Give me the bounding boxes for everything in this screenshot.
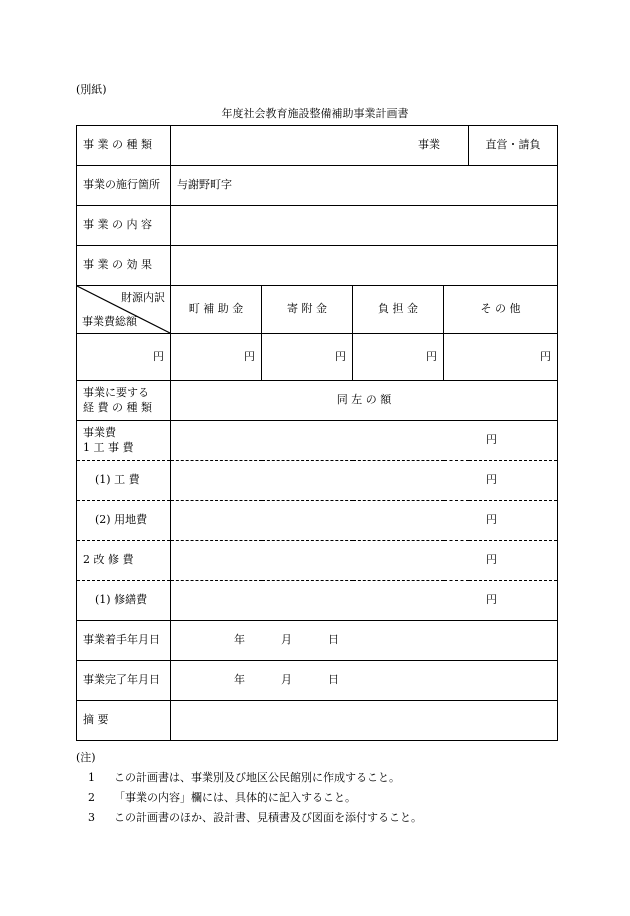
project-cost-label: 事業費 — [83, 426, 116, 440]
project-type-field[interactable] — [171, 126, 469, 166]
note-item — [76, 772, 422, 783]
row-expense-land — [77, 501, 558, 541]
project-type-label: 事 業 の 種 類 — [77, 126, 171, 166]
renovation-cost-label: 2 改 修 費 — [77, 541, 171, 581]
yen-unit: 円 — [244, 349, 255, 363]
row-expense-header — [77, 381, 558, 421]
land-cost-label: (2) 用地費 — [77, 501, 171, 541]
row-funding-amounts — [77, 334, 558, 381]
repair-cost-field[interactable] — [171, 581, 558, 621]
yen-unit: 円 — [486, 433, 497, 447]
note-number: 3 — [88, 811, 95, 824]
row-project-type — [77, 126, 558, 166]
project-method-label: 直営・請負 — [485, 138, 541, 152]
work-cost-field[interactable] — [171, 461, 558, 501]
expense-type-label-line2: 経 費 の 種 類 — [83, 400, 152, 414]
attachment-label: (別紙) — [76, 83, 107, 96]
note-number: 1 — [88, 771, 95, 784]
month-unit: 月 — [281, 633, 292, 647]
donation-field[interactable] — [262, 334, 353, 381]
note-item — [76, 792, 422, 803]
yen-unit: 円 — [486, 553, 497, 567]
row-remarks — [77, 701, 558, 741]
row-start-date — [77, 621, 558, 661]
document-title: 年度社会教育施設整備補助事業計画書 — [221, 107, 409, 120]
effect-label: 事 業 の 効 果 — [77, 246, 171, 286]
construction-cost-field[interactable] — [171, 421, 558, 461]
row-expense-construction — [77, 421, 558, 461]
end-date-field[interactable] — [171, 661, 558, 701]
day-unit: 日 — [328, 673, 339, 687]
note-text: この計画書は、事業別及び地区公民館別に作成すること。 — [114, 771, 400, 784]
row-expense-renovation — [77, 541, 558, 581]
funding-col-donation: 寄 附 金 — [262, 286, 353, 334]
funding-col-other: そ の 他 — [444, 286, 558, 334]
year-unit: 年 — [234, 633, 245, 647]
notes-section — [76, 752, 422, 832]
note-text: 「事業の内容」欄には、具体的に記入すること。 — [114, 791, 356, 804]
expense-construction-label — [77, 421, 171, 461]
total-cost-field[interactable] — [77, 334, 171, 381]
location-field[interactable] — [171, 166, 558, 206]
notes-header: (注) — [76, 751, 96, 764]
remarks-label-cell — [77, 701, 171, 741]
work-cost-label: (1) 工 費 — [77, 461, 171, 501]
yen-unit: 円 — [486, 513, 497, 527]
total-cost-label: 事業費総額 — [82, 314, 137, 328]
project-method-field[interactable] — [469, 126, 558, 166]
other-field[interactable] — [444, 334, 558, 381]
town-subsidy-field[interactable] — [171, 334, 262, 381]
expense-type-label — [77, 381, 171, 421]
year-unit: 年 — [234, 673, 245, 687]
yen-unit: 円 — [540, 349, 551, 363]
note-item — [76, 812, 422, 823]
burden-field[interactable] — [353, 334, 444, 381]
location-label: 事業の施行箇所 — [77, 166, 171, 206]
month-unit: 月 — [281, 673, 292, 687]
day-unit: 日 — [328, 633, 339, 647]
yen-unit: 円 — [335, 349, 346, 363]
yen-unit: 円 — [153, 349, 164, 363]
funding-diagonal-cell — [77, 286, 171, 334]
land-cost-field[interactable] — [171, 501, 558, 541]
plan-form-table — [76, 125, 558, 741]
remarks-field[interactable] — [171, 701, 558, 741]
content-label: 事 業 の 内 容 — [77, 206, 171, 246]
remarks-label: 摘 要 — [83, 713, 109, 727]
row-end-date — [77, 661, 558, 701]
end-date-label: 事業完了年月日 — [77, 661, 171, 701]
repair-cost-label: (1) 修繕費 — [77, 581, 171, 621]
construction-cost-label: 1 工 事 費 — [83, 440, 134, 454]
row-effect — [77, 246, 558, 286]
row-expense-repair — [77, 581, 558, 621]
note-text: この計画書のほか、設計書、見積書及び図面を添付すること。 — [114, 811, 422, 824]
yen-unit: 円 — [426, 349, 437, 363]
funding-col-town-subsidy: 町 補 助 金 — [171, 286, 262, 334]
funding-col-burden: 負 担 金 — [353, 286, 444, 334]
funding-breakdown-label: 財源内訳 — [121, 291, 165, 304]
row-location — [77, 166, 558, 206]
note-number: 2 — [88, 791, 95, 804]
effect-field[interactable] — [171, 246, 558, 286]
start-date-label: 事業着手年月日 — [77, 621, 171, 661]
yen-unit: 円 — [486, 593, 497, 607]
row-expense-work — [77, 461, 558, 501]
expense-type-label-line1: 事業に要する — [83, 386, 149, 400]
yen-unit: 円 — [486, 473, 497, 487]
location-value: 与謝野町字 — [177, 178, 232, 192]
row-content — [77, 206, 558, 246]
project-type-suffix: 事業 — [418, 138, 440, 152]
renovation-cost-field[interactable] — [171, 541, 558, 581]
row-funding-header — [77, 286, 558, 334]
same-left-amount-label: 同 左 の 額 — [171, 381, 558, 421]
content-field[interactable] — [171, 206, 558, 246]
start-date-field[interactable] — [171, 621, 558, 661]
